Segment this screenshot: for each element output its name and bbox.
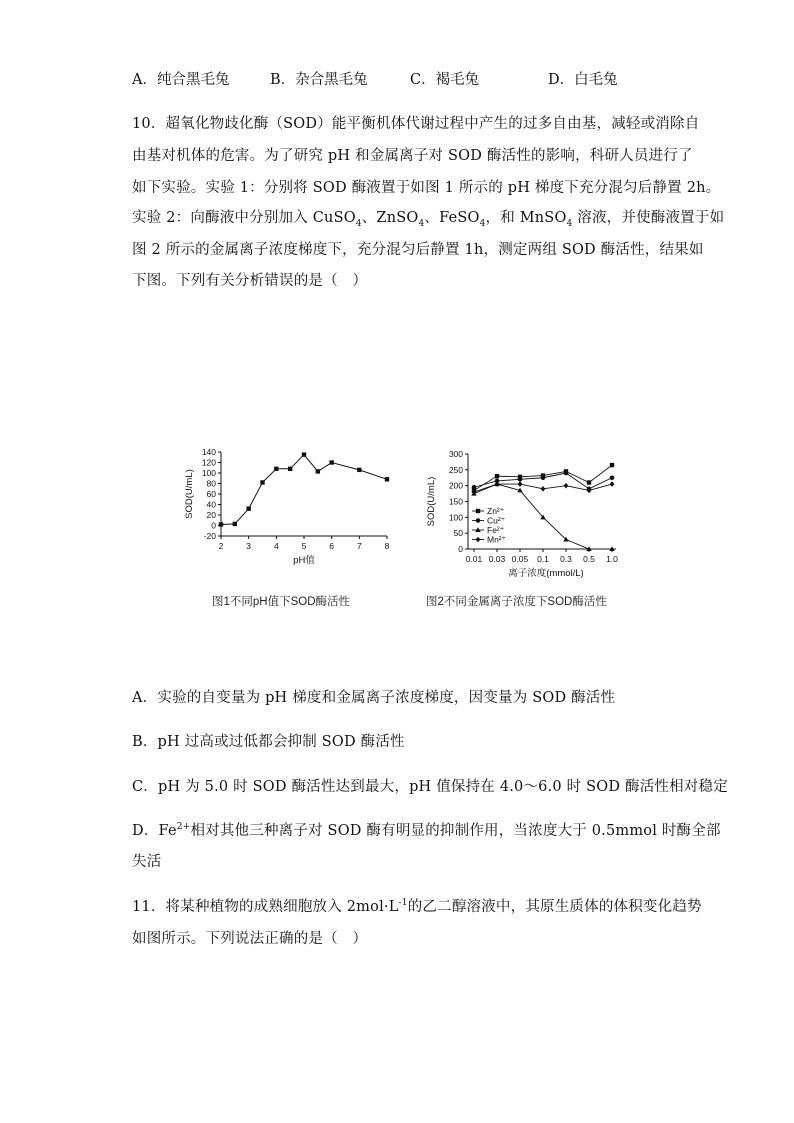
y-tick-label: 100 — [448, 512, 463, 523]
figure-2-caption: 图2不同金属离子浓度下SOD酶活性 — [426, 596, 607, 608]
x-tick-label: 3 — [246, 541, 252, 551]
q10-line-6: 下图。下列有关分析错误的是（ ） — [132, 273, 368, 289]
data-point — [316, 469, 320, 473]
x-tick-label: 0.5 — [583, 554, 595, 564]
y-tick-label: 0 — [458, 544, 463, 554]
q10-line-4 — [132, 206, 724, 229]
legend-label: Mn²⁺ — [487, 534, 507, 545]
y-tick-label: 50 — [453, 528, 463, 539]
data-point — [246, 507, 250, 511]
y-tick-label: 20 — [206, 510, 216, 520]
legend-label: Fe²⁺ — [487, 525, 505, 535]
data-point — [564, 471, 569, 476]
q11-line-1-pre: 11．将某种植物的成熟细胞放入 2mol·L — [132, 899, 399, 915]
q9-option-d: D．白毛兔 — [548, 72, 618, 88]
data-point — [472, 485, 477, 490]
q10-line-2: 由基对机体的危害。为了研究 pH 和金属离子对 SOD 酶活性的影响，科研人员进行了 — [132, 148, 693, 164]
data-point — [219, 522, 223, 526]
data-point — [541, 486, 546, 492]
figure-1 — [178, 440, 398, 589]
x-tick-label: 5 — [301, 541, 307, 551]
q10-line-4-a: 实验 2：向酶液中分别加入 CuSO — [132, 210, 356, 226]
data-point — [495, 474, 499, 478]
data-point — [288, 467, 292, 471]
data-point — [260, 480, 264, 484]
y-tick-label: 60 — [206, 489, 216, 499]
q10-option-d — [132, 819, 721, 840]
subscript: 4 — [479, 218, 486, 229]
y-tick-label: 140 — [201, 447, 216, 457]
y-tick-label: 150 — [448, 496, 463, 507]
x-tick-label: 7 — [356, 541, 362, 551]
x-tick-label: 6 — [329, 541, 335, 551]
q9-option-c: C．褐毛兔 — [410, 72, 480, 88]
y-tick-label: 300 — [448, 449, 463, 459]
q10-line-4-b: 、ZnSO — [361, 210, 419, 226]
x-tick-label: 4 — [273, 541, 279, 551]
x-tick-label: 1.0 — [606, 554, 618, 564]
x-tick-label: 8 — [384, 541, 390, 551]
ion-chart — [420, 440, 630, 585]
figure-2 — [420, 440, 630, 589]
data-point — [329, 460, 333, 464]
data-point — [587, 480, 591, 484]
y-axis-label: SOD(U/mL) — [184, 469, 195, 519]
y-tick-label: -20 — [203, 531, 216, 541]
x-tick-label: 0.03 — [488, 554, 506, 564]
x-axis-label: 离子浓度(mmol/L) — [508, 568, 584, 579]
x-axis-label: pH值 — [293, 555, 315, 566]
data-point — [274, 467, 278, 471]
q10-line-4-c: 、FeSO — [424, 210, 480, 226]
y-tick-label: 200 — [448, 480, 463, 491]
q10-line-3: 如下实验。实验 1：分别将 SOD 酶液置于如图 1 所示的 pH 梯度下充分混匀后静置 2h。 — [132, 180, 721, 196]
q10-option-d-pre: D．Fe — [132, 823, 177, 839]
data-point — [518, 481, 523, 487]
data-point — [541, 475, 546, 480]
legend-marker — [476, 518, 481, 523]
y-tick-label: 250 — [448, 464, 463, 475]
q10-option-a: A．实验的自变量为 pH 梯度和金属离子浓度梯度，因变量为 SOD 酶活性 — [132, 690, 616, 706]
y-tick-label: 120 — [201, 457, 216, 468]
x-tick-label: 0.1 — [537, 554, 549, 564]
superscript: -1 — [398, 898, 408, 909]
q10-option-b: B．pH 过高或过低都会抑制 SOD 酶活性 — [132, 734, 405, 750]
data-point — [518, 477, 523, 482]
legend-marker — [476, 509, 480, 513]
q10-line-1: 10．超氧化物歧化酶（SOD）能平衡机体代谢过程中产生的过多自由基，减轻或消除自 — [132, 116, 700, 132]
legend-label: Cu²⁺ — [487, 515, 506, 526]
q11-line-1 — [132, 895, 702, 916]
subscript: 4 — [355, 218, 362, 229]
superscript: 2+ — [176, 822, 191, 833]
q10-line-4-e: 溶液，并使酶液置于如 — [572, 210, 725, 226]
ph-chart — [178, 440, 398, 585]
q11-line-1-post: 的乙二醇溶液中，其原生质体的体积变化趋势 — [407, 899, 702, 915]
x-tick-label: 0.3 — [560, 554, 572, 564]
x-tick-label: 0.05 — [511, 554, 529, 564]
legend-label: Zn²⁺ — [487, 506, 505, 516]
q9-option-b: B．杂合黑毛兔 — [270, 72, 368, 88]
q10-option-d-post: 相对其他三种离子对 SOD 酶有明显的抑制作用，当浓度大于 0.5mmol 时酶全部 — [190, 823, 721, 839]
data-point — [385, 477, 389, 481]
y-tick-label: 100 — [201, 468, 216, 478]
figure-1-caption: 图1不同pH值下SOD酶活性 — [212, 596, 351, 608]
data-point — [610, 463, 614, 467]
x-tick-label: 0.01 — [465, 554, 483, 564]
data-point — [564, 483, 569, 489]
data-point — [610, 475, 615, 480]
data-point — [610, 481, 615, 487]
q9-options — [132, 68, 692, 88]
q10-option-c: C．pH 为 5.0 时 SOD 酶活性达到最大，pH 值保持在 4.0～6.0 时 SOD 酶活性相对稳定 — [132, 779, 728, 795]
q10-line-4-d: ，和 MnSO — [485, 210, 567, 226]
q10-line-5: 图 2 所示的金属离子浓度梯度下，充分混匀后静置 1h，测定两组 SOD 酶活性，结果如 — [132, 242, 704, 258]
q9-option-a: A．纯合黑毛兔 — [132, 72, 230, 88]
series-line — [221, 455, 387, 525]
data-point — [357, 468, 361, 472]
q10-option-d-line-2: 失活 — [132, 854, 162, 870]
legend-marker — [476, 537, 481, 543]
y-tick-label: 0 — [211, 520, 216, 531]
y-tick-label: 80 — [206, 478, 216, 489]
data-point — [302, 452, 306, 456]
data-point — [233, 522, 237, 526]
q11-line-2: 如图所示。下列说法正确的是（ ） — [132, 931, 368, 947]
subscript: 4 — [418, 218, 425, 229]
x-tick-label: 2 — [218, 541, 224, 551]
y-axis-label: SOD(U/mL) — [426, 476, 437, 527]
subscript: 4 — [566, 218, 573, 229]
y-tick-label: 40 — [206, 499, 216, 510]
